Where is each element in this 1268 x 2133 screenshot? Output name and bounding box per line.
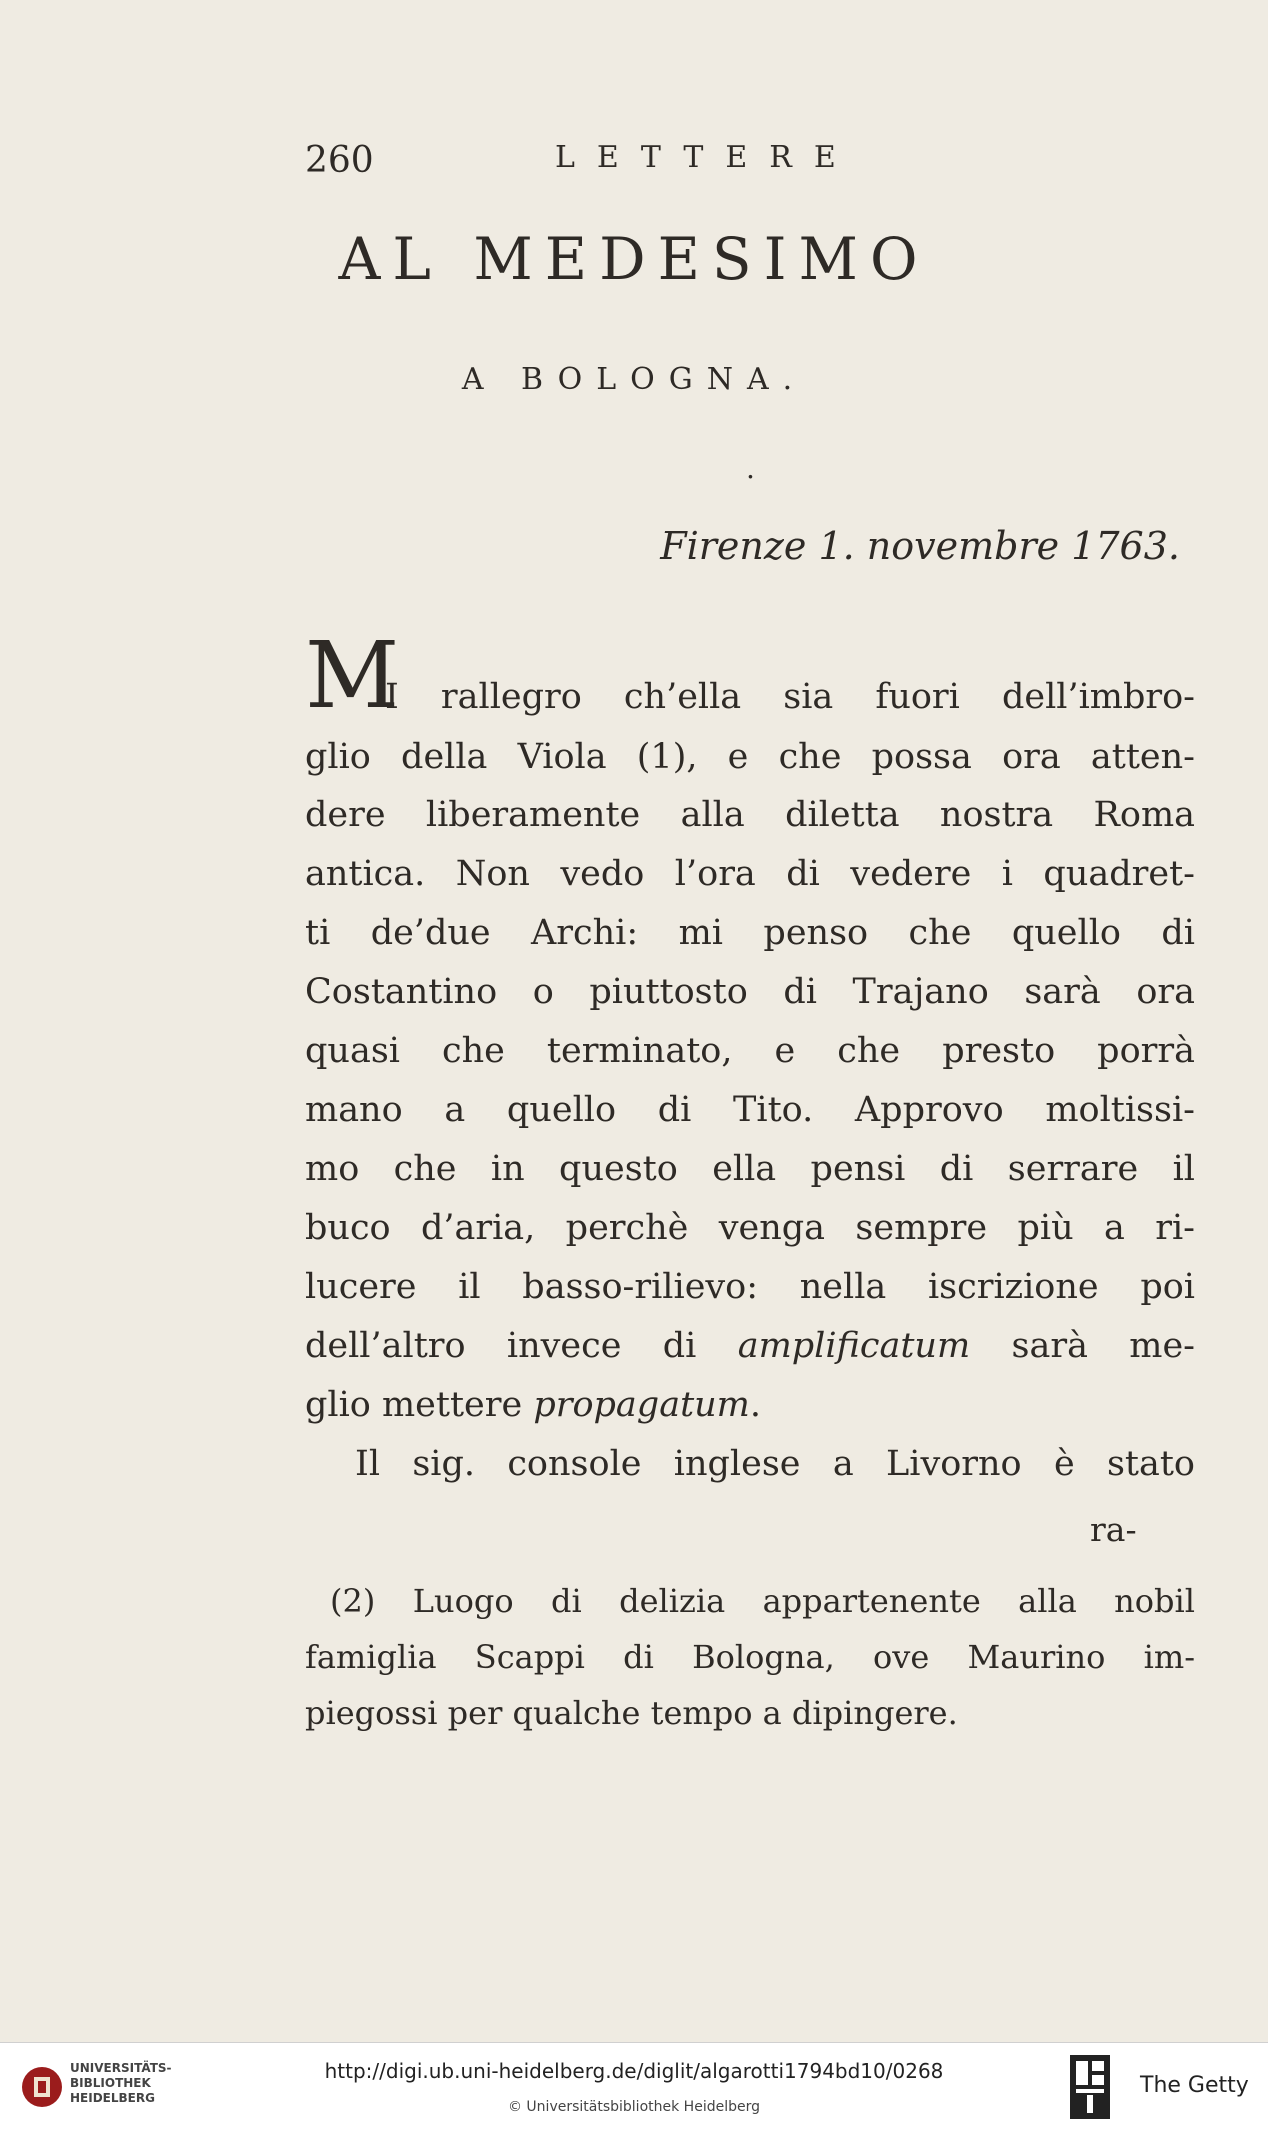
running-head [305, 140, 985, 190]
letter-heading: AL MEDESIMO [338, 225, 930, 293]
ornament-dot: . [746, 452, 755, 485]
body-line: glio della Viola (1), e che possa ora atten- [305, 737, 1195, 777]
body-line: I rallegro ch’ella sia fuori dell’imbro- [385, 677, 1195, 717]
drop-cap: M [305, 622, 400, 729]
latin-term: amplificatum [737, 1326, 971, 1366]
partner-name: The Getty [1140, 2073, 1249, 2098]
dateline: Firenze 1. novembre 1763. [660, 524, 1180, 568]
body-line: Il sig. console inglese a Livorno è stato [355, 1444, 1195, 1484]
copyright-notice: © Universitätsbibliothek Heidelberg [507, 2099, 760, 2115]
footnote-line: piegossi per qualche tempo a dipingere. [305, 1694, 958, 1732]
body-line: buco d’aria, perchè venga sempre più a ri- [305, 1208, 1195, 1248]
catchword: ra- [1090, 1510, 1137, 1549]
body-line: glio mettere propagatum. [305, 1385, 761, 1425]
page-number: 260 [305, 140, 374, 181]
body-line: mo che in questo ella pensi di serrare il [305, 1149, 1195, 1189]
body-line: lucere il basso-rilievo: nella iscrizione poi [305, 1267, 1195, 1307]
body-line: quasi che terminato, e che presto porrà [305, 1031, 1195, 1071]
body-line: dere liberamente alla diletta nostra Roma [305, 795, 1195, 835]
letter-destination: A BOLOGNA. [461, 362, 807, 397]
footnote-line: (2) Luogo di delizia appartenente alla nobil [330, 1582, 1195, 1620]
body-line: dell’altro invece di amplificatum sarà me- [305, 1326, 1195, 1366]
body-line: Costantino o piuttosto di Trajano sarà ora [305, 972, 1195, 1012]
library-name: UNIVERSITÄTS- BIBLIOTHEK HEIDELBERG [70, 2061, 172, 2105]
getty-logo-icon [1070, 2055, 1110, 2119]
latin-term: propagatum [533, 1385, 750, 1425]
footnote-line: famiglia Scappi di Bologna, ove Maurino im- [305, 1638, 1195, 1676]
viewer-footer [0, 2042, 1268, 2133]
body-line: ti de’due Archi: mi penso che quello di [305, 913, 1195, 953]
permalink[interactable]: http://digi.ub.uni-heidelberg.de/diglit/algarotti1794bd10/0268 [324, 2059, 944, 2083]
running-title: LETTERE [555, 140, 858, 175]
body-line: mano a quello di Tito. Approvo moltissi- [305, 1090, 1195, 1130]
body-line: antica. Non vedo l’ora di vedere i quadret- [305, 854, 1195, 894]
